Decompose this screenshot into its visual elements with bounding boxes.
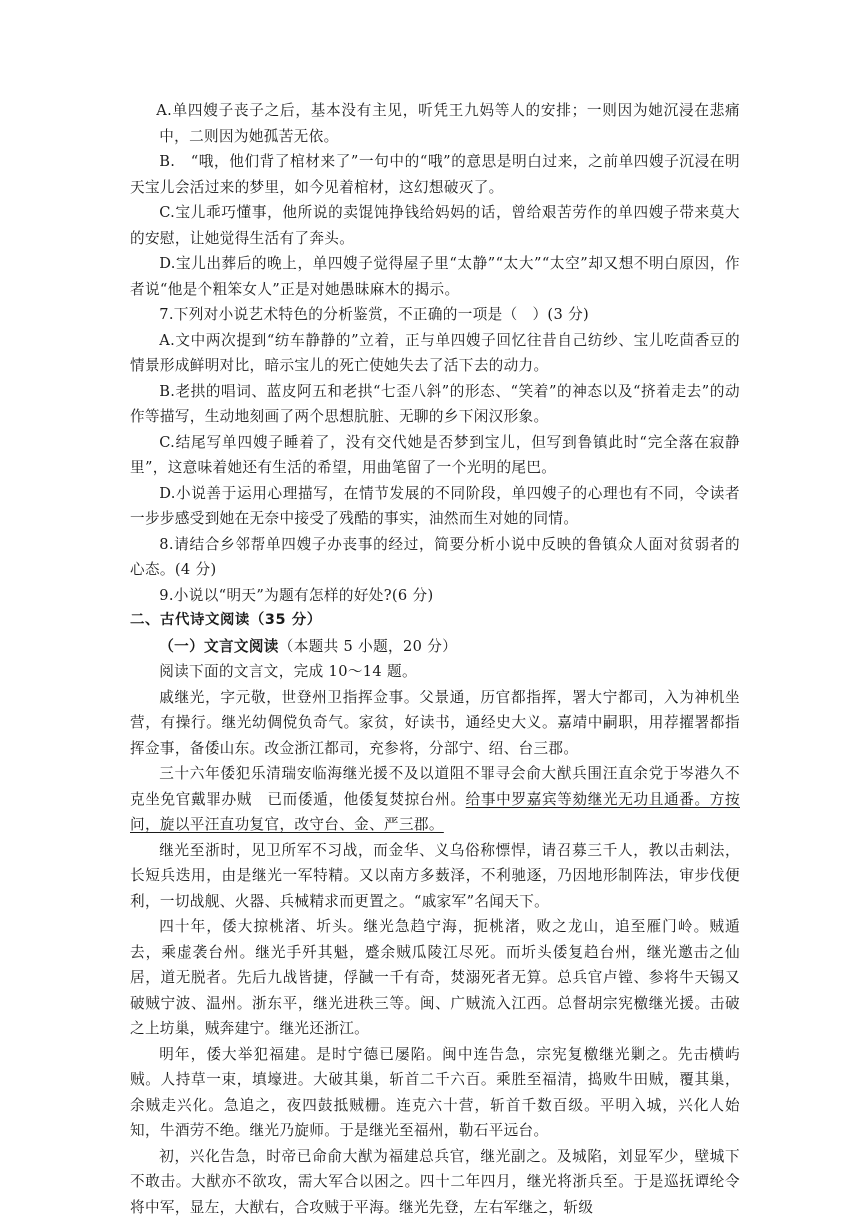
q7-option-a: A.文中两次提到“纺车静静的”立着，正与单四嫂子回忆往昔自己纺纱、宝儿吃茴香豆的情景形成鲜明对比，暗示宝儿的死亡使她失去了活下去的动力。 <box>130 328 740 379</box>
underlined-sentence: 给事中罗嘉宾等劾继光无功且通番。方按问，旋以平汪直功复官，改守台、金、严三郡。 <box>130 791 740 834</box>
subsection-note: （本题共 5 小题，20 分） <box>279 638 457 655</box>
reading-instruction: 阅读下面的文言文，完成 10～14 题。 <box>130 659 740 685</box>
passage-paragraph-1: 戚继光，字元敬，世登州卫指挥佥事。父景通，历官都指挥，署大宁都司，入为神机坐营，有操行。继光幼倜傥负奇气。家贫，好读书，通经史大义。嘉靖中嗣职，用荐擢署都指挥佥事，备倭山东。改佥浙江都司，充参将，分部宁、绍、台三郡。 <box>130 685 740 762</box>
subsection-label: （一）文言文阅读 <box>159 638 279 655</box>
q6-option-c: C.宝儿乖巧懂事，他所说的卖馄饨挣钱给妈妈的话，曾给艰苦劳作的单四嫂子带来莫大的安慰，让她觉得生活有了奔头。 <box>130 200 740 251</box>
subsection-heading <box>130 634 740 660</box>
passage-paragraph-4: 四十年，倭大掠桃渚、圻头。继光急趋宁海，扼桃渚，败之龙山，追至雁门岭。贼遁去，乘虚袭台州。继光手歼其魁，蹙余贼瓜陵江尽死。而圻头倭复趋台州，继光邀击之仙居，道无脱者。先后九战皆捷，俘馘一千有奇，焚溺死者无算。总兵官卢镗、参将牛天锡又破贼宁波、温州。浙东平，继光进秩三等。闽、广贼流入江西。总督胡宗宪檄继光援。击破之上坊巢，贼奔建宁。继光还浙江。 <box>130 914 740 1042</box>
passage-paragraph-6: 初，兴化告急，时帝已命俞大猷为福建总兵官，继光副之。及城陷，刘显军少，壁城下不敢击。大猷亦不欲攻，需大军合以困之。四十二年四月，继光将浙兵至。于是巡抚谭纶令将中军，显左，大猷右，合攻贼于平海。继光先登，左右军继之，斩级 <box>130 1144 740 1220</box>
q7-option-c: C.结尾写单四嫂子睡着了，没有交代她是否梦到宝儿，但写到鲁镇此时“完全落在寂静里”，这意味着她还有生活的希望，用曲笔留了一个光明的尾巴。 <box>130 430 740 481</box>
document-page <box>130 98 740 1220</box>
passage-paragraph-2 <box>130 761 740 838</box>
q6-option-a: A.单四嫂子丧子之后，基本没有主见，听凭王九妈等人的安排；一则因为她沉浸在悲痛中，二则因为她孤苦无依。 <box>130 98 740 149</box>
section-heading: 二、古代诗文阅读（35 分） <box>130 608 740 634</box>
q7-option-b: B.老拱的唱词、蓝皮阿五和老拱“七歪八斜”的形态、“笑着”的神态以及“挤着走去”的动作等描写，生动地刻画了两个思想肮脏、无聊的乡下闲汉形象。 <box>130 379 740 430</box>
q7-option-d: D.小说善于运用心理描写，在情节发展的不同阶段，单四嫂子的心理也有不同，令读者一步步感受到她在无奈中接受了残酷的事实，油然而生对她的同情。 <box>130 481 740 532</box>
q9-question: 9.小说以“明天”为题有怎样的好处?(6 分) <box>130 583 740 609</box>
q8-question: 8.请结合乡邻帮单四嫂子办丧事的经过，简要分析小说中反映的鲁镇众人面对贫弱者的心态。(4 分) <box>130 532 740 583</box>
passage-paragraph-5: 明年，倭大举犯福建。是时宁德已屡陷。闽中连告急，宗宪复檄继光剿之。先击横屿贼。人持草一束，填壕进。大破其巢，斩首二千六百。乘胜至福清，捣败牛田贼，覆其巢，余贼走兴化。急追之，夜四鼓抵贼栅。连克六十营，斩首千数百级。平明入城，兴化人始知，牛酒劳不绝。继光乃旋师。于是继光至福州，勒石平远台。 <box>130 1042 740 1144</box>
unpunctuated-sentence: 三十六年倭犯乐清瑞安临海继光援不及以道阻不罪寻会俞大猷兵围汪直余党于岑港久不克坐免官戴罪办贼 已而倭遁，他倭复焚掠台州。 <box>130 765 740 808</box>
q6-option-d: D.宝儿出葬后的晚上，单四嫂子觉得屋子里“太静”“太大”“太空”却又想不明白原因，作者说“他是个粗笨女人”正是对她愚昧麻木的揭示。 <box>130 251 740 302</box>
q6-option-b: B. “哦，他们背了棺材来了”一句中的“哦”的意思是明白过来，之前单四嫂子沉浸在明天宝儿会活过来的梦里，如今见着棺材，这幻想破灭了。 <box>130 149 740 200</box>
passage-paragraph-3: 继光至浙时，见卫所军不习战，而金华、义乌俗称慓悍，请召募三千人，教以击刺法，长短兵迭用，由是继光一军特精。又以南方多薮泽，不利驰逐，乃因地形制阵法，审步伐便利，一切战舰、火器、兵械精求而更置之。“戚家军”名闻天下。 <box>130 838 740 915</box>
q7-stem: 7.下列对小说艺术特色的分析鉴赏，不正确的一项是（ ）(3 分) <box>130 302 740 328</box>
